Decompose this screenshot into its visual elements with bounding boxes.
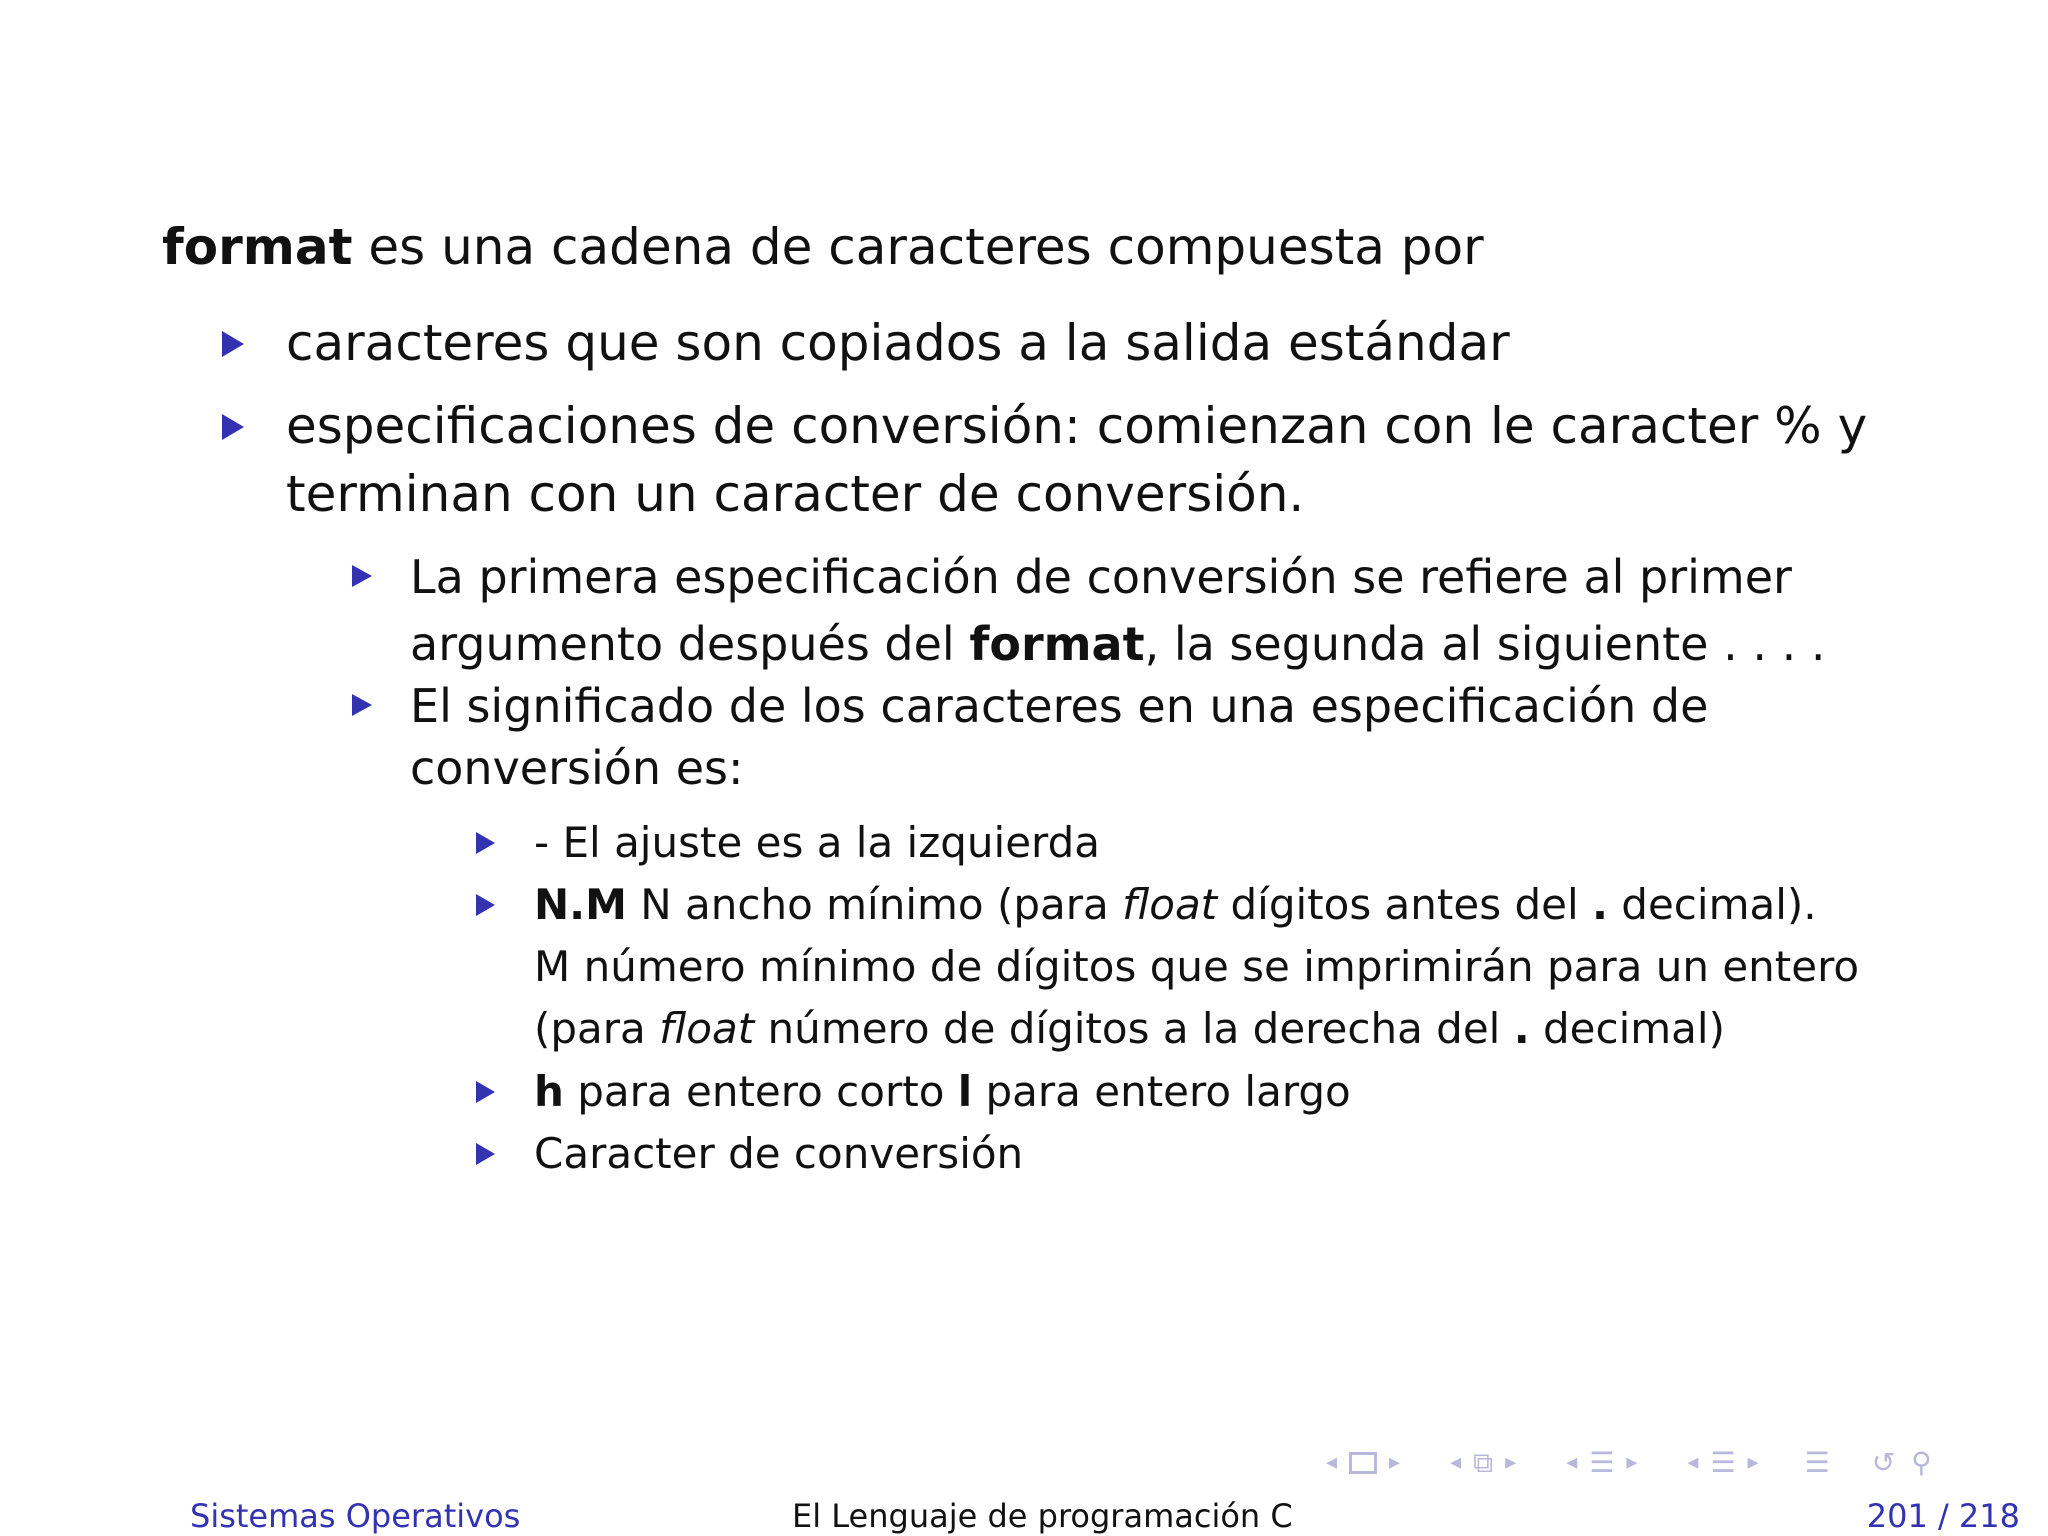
next-section-icon[interactable]: ▸ [1747,1450,1759,1475]
sub-sub-list-item-continuation: (para float número de dígitos a la derecha del . decimal) [534,1004,1725,1053]
next-subsection-icon[interactable]: ▸ [1626,1450,1638,1475]
bullet-triangle-icon [476,894,495,916]
subsection-icon[interactable]: ☰ [1589,1446,1615,1479]
prev-frame-icon[interactable]: ◂ [1450,1450,1462,1475]
bullet-triangle-icon [476,832,495,854]
next-frame-icon[interactable]: ▸ [1505,1450,1517,1475]
sub-sub-list-item: - El ajuste es a la izquierda [534,818,1100,867]
sub-list-item: La primera especificación de conversión se refiere al primer [410,550,1792,604]
section-icon[interactable]: ☰ [1710,1446,1736,1479]
format-keyword: format [969,617,1145,671]
bullet-triangle-icon [222,331,244,357]
sub-sub-list-item: h para entero corto l para entero largo [534,1067,1351,1116]
bullet-triangle-icon [476,1081,495,1103]
bullet-triangle-icon [352,694,372,716]
sub-sub-list-item: N.M N ancho mínimo (para float dígitos antes del . decimal). [534,880,1817,929]
sub-sub-list-item-continuation: M número mínimo de dígitos que se imprimirán para un entero [534,942,1860,991]
footer-lecture-title: El Lenguaje de programación C [792,1497,1293,1535]
prev-slide-icon[interactable]: ◂ [1326,1450,1338,1475]
prev-section-icon[interactable]: ◂ [1687,1450,1699,1475]
sub-list-item-continuation: conversión es: [410,741,744,795]
next-slide-icon[interactable]: ▸ [1389,1450,1401,1475]
format-keyword: format [162,218,353,276]
bullet-triangle-icon [476,1143,495,1165]
intro-text: es una cadena de caracteres compuesta por [352,218,1484,276]
list-item: caracteres que son copiados a la salida estándar [286,314,1510,372]
bullet-triangle-icon [352,565,372,587]
list-item-continuation: terminan con un caracter de conversión. [286,465,1305,523]
search-icon[interactable]: ⚲ [1911,1446,1932,1479]
prev-subsection-icon[interactable]: ◂ [1566,1450,1578,1475]
undo-icon[interactable]: ↺ [1871,1446,1896,1479]
frame-icon[interactable]: ⧉ [1473,1446,1494,1479]
bullet-triangle-icon [222,414,244,440]
toc-icon[interactable]: ☰ [1804,1446,1830,1479]
sub-sub-list-item: Caracter de conversión [534,1129,1024,1178]
list-item: especificaciones de conversión: comienzan con le caracter % y [286,397,1868,455]
slide-icon[interactable] [1349,1452,1377,1474]
intro-paragraph [162,216,1484,278]
navigation-bar [1318,1446,1932,1480]
footer-page-number: 201 / 218 [1866,1497,2020,1535]
sub-list-item: El significado de los caracteres en una especificación de [410,679,1709,733]
sub-list-item-continuation: argumento después del format, la segunda al siguiente . . . . [410,617,1826,671]
footer-course-title: Sistemas Operativos [190,1497,521,1535]
